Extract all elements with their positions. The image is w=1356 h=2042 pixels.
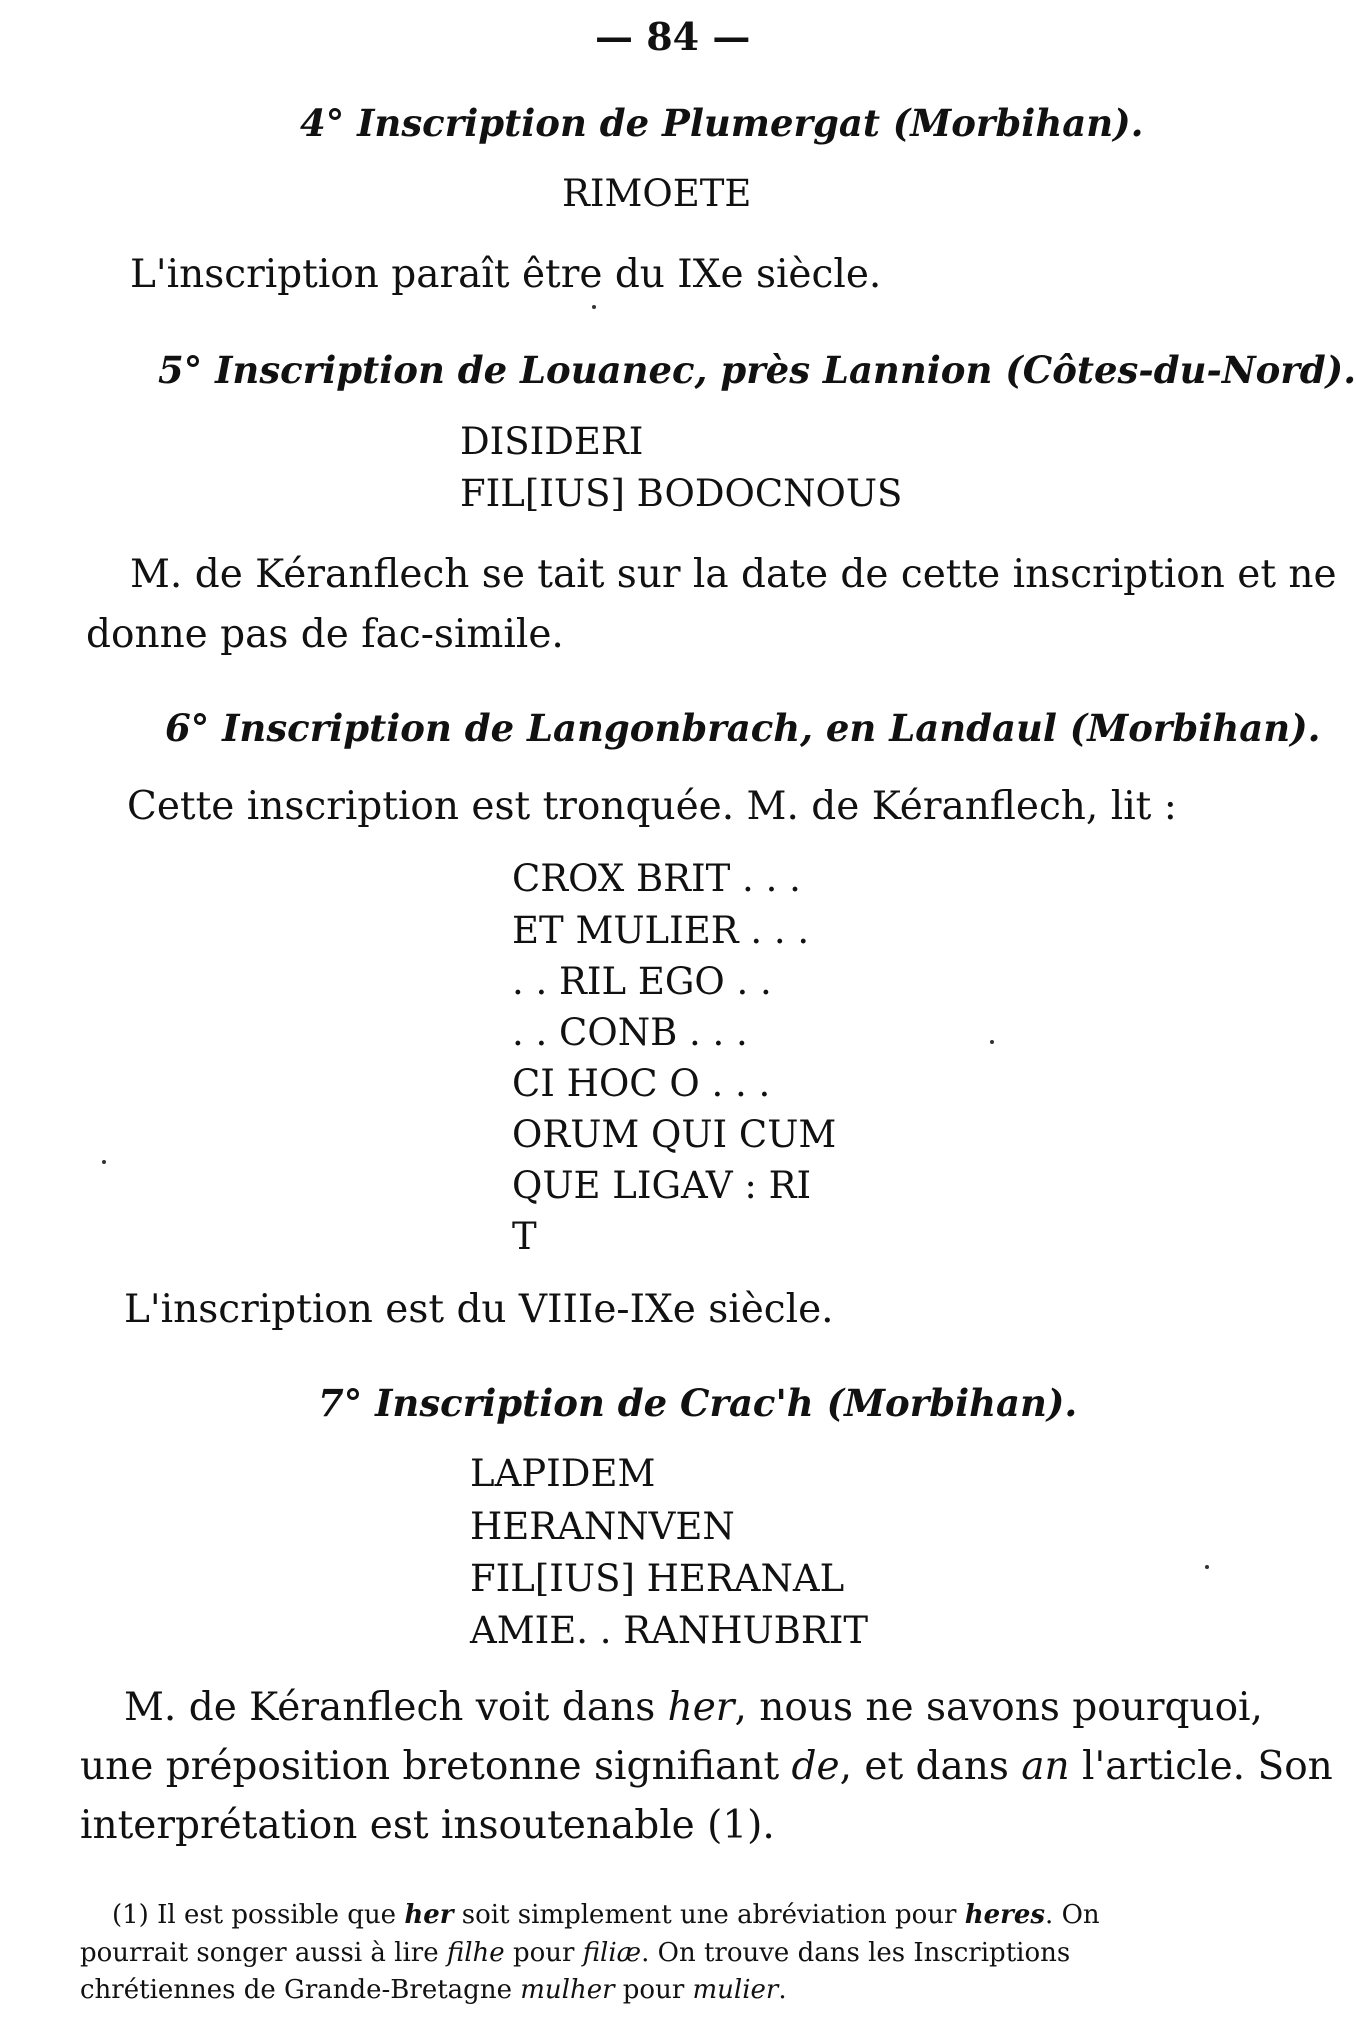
section-7-paragraph-line <box>80 1744 1333 1789</box>
text-run: chrétiennes de Grande-Bretagne <box>80 1975 521 2005</box>
text-run: pour <box>504 1938 583 1968</box>
section-4-date-note: L'inscription paraît être du IXe siècle. <box>130 252 882 297</box>
section-5-inscription-line: DISIDERI <box>460 420 644 463</box>
section-7-paragraph-line: interprétation est insoutenable (1). <box>80 1803 775 1848</box>
text-run: une préposition bretonne signifiant <box>80 1744 792 1789</box>
section-4-inscription: RIMOETE <box>562 172 752 215</box>
section-7-heading: 7° Inscription de Crac'h (Morbihan). <box>318 1381 1078 1425</box>
section-7-inscription-line: LAPIDEM <box>470 1452 656 1495</box>
text-run: (1) Il est possible que <box>112 1900 405 1930</box>
section-6-inscription-line: T <box>512 1215 537 1258</box>
text-run: soit simplement une abréviation pour <box>453 1900 965 1930</box>
section-7-inscription-line: HERANNVEN <box>470 1505 735 1548</box>
section-5-inscription-line: FIL[IUS] BODOCNOUS <box>460 472 903 515</box>
section-6-inscription-line: . . RIL EGO . . <box>512 960 772 1003</box>
section-4-heading: 4° Inscription de Plumergat (Morbihan). <box>300 101 1144 145</box>
footnote-line <box>112 1902 1100 1928</box>
scan-speck <box>990 1040 994 1044</box>
section-7-inscription-line: FIL[IUS] HERANAL <box>470 1557 845 1600</box>
section-6-inscription-line: QUE LIGAV : RI <box>512 1164 812 1207</box>
section-6-inscription-line: CI HOC O . . . <box>512 1062 771 1105</box>
text-run: . On <box>1045 1900 1100 1930</box>
section-6-intro: Cette inscription est tronquée. M. de Kéranflech, lit : <box>127 784 1177 829</box>
text-run: . On trouve dans les Inscriptions <box>641 1938 1071 1968</box>
section-6-inscription-line: ET MULIER . . . <box>512 909 810 952</box>
text-run: , et dans <box>839 1744 1022 1789</box>
text-run: M. de Kéranflech voit dans <box>124 1685 668 1730</box>
text-run: . <box>778 1975 787 2005</box>
scan-speck <box>1205 1565 1209 1569</box>
section-6-inscription-line: ORUM QUI CUM <box>512 1113 837 1156</box>
section-6-date-note: L'inscription est du VIIIe-IXe siècle. <box>124 1287 834 1332</box>
scan-speck <box>592 305 596 309</box>
text-run: l'article. Son <box>1069 1744 1333 1789</box>
section-6-inscription-line: CROX BRIT . . . <box>512 857 801 900</box>
page-number: — 84 — <box>595 14 751 59</box>
italic-word: her <box>667 1685 735 1730</box>
italic-word: an <box>1021 1744 1070 1789</box>
section-5-heading: 5° Inscription de Louanec, près Lannion (Côtes-du-Nord). <box>158 348 1356 392</box>
section-5-paragraph-line: donne pas de fac-simile. <box>86 612 564 657</box>
italic-word: mulier <box>692 1975 779 2005</box>
italic-word: heres <box>964 1900 1046 1930</box>
section-6-inscription-line: . . CONB . . . <box>512 1011 748 1054</box>
footnote-line <box>80 1940 1070 1966</box>
italic-word: filhe <box>446 1938 505 1968</box>
section-6-heading: 6° Inscription de Langonbrach, en Landaul (Morbihan). <box>165 706 1321 750</box>
italic-word: filiæ <box>582 1938 642 1968</box>
text-run: , nous ne savons pourquoi, <box>734 1685 1263 1730</box>
section-5-paragraph-line: M. de Kéranflech se tait sur la date de cette inscription et ne <box>130 552 1337 597</box>
italic-word: de <box>791 1744 840 1789</box>
italic-word: her <box>404 1900 454 1930</box>
text-run: pourrait songer aussi à lire <box>80 1938 447 1968</box>
section-7-inscription-line: AMIE. . RANHUBRIT <box>470 1609 869 1652</box>
footnote-line <box>80 1977 787 2003</box>
text-run: pour <box>614 1975 693 2005</box>
italic-word: mulher <box>520 1975 615 2005</box>
section-7-paragraph-line <box>124 1685 1263 1730</box>
scan-speck <box>102 1160 106 1164</box>
